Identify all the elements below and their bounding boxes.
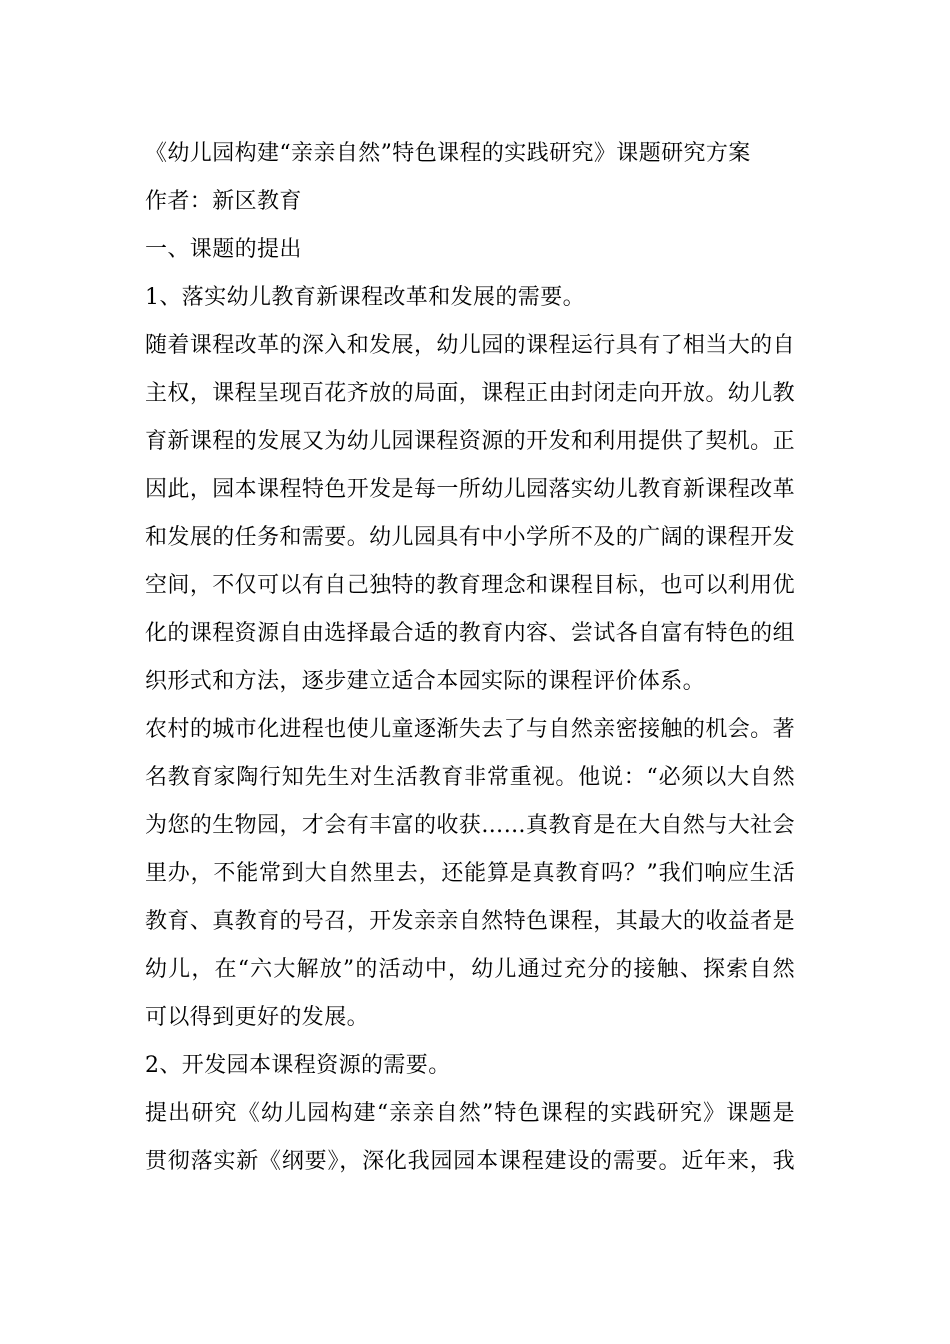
document-title: 《幼儿园构建“亲亲自然”特色课程的实践研究》课题研究方案 [145, 141, 751, 166]
paragraph-line: 织形式和方法，逐步建立适合本园实际的课程评价体系。 [145, 669, 706, 694]
document-body [145, 130, 795, 1186]
paragraph-line: 贯彻落实新《纲要》，深化我园园本课程建设的需要。近年来，我 [145, 1149, 795, 1174]
paragraph-line: 名教育家陶行知先生对生活教育非常重视。他说：“必须以大自然 [145, 765, 795, 790]
subsection-heading: 1、落实幼儿教育新课程改革和发展的需要。 [145, 285, 585, 310]
paragraph-line: 育新课程的发展又为幼儿园课程资源的开发和利用提供了契机。正 [145, 429, 795, 454]
paragraph [145, 1090, 795, 1186]
paragraph-line: 里办，不能常到大自然里去，还能算是真教育吗？”我们响应生活 [145, 861, 795, 886]
paragraph-line: 和发展的任务和需要。幼儿园具有中小学所不及的广阔的课程开发 [145, 525, 795, 550]
paragraph-line: 农村的城市化进程也使儿童逐渐失去了与自然亲密接触的机会。著 [145, 717, 795, 742]
paragraph-line: 提出研究《幼儿园构建“亲亲自然”特色课程的实践研究》课题是 [145, 1101, 795, 1126]
paragraph-line: 因此，园本课程特色开发是每一所幼儿园落实幼儿教育新课程改革 [145, 477, 795, 502]
paragraph [145, 322, 795, 706]
paragraph-line: 主权，课程呈现百花齐放的局面，课程正由封闭走向开放。幼儿教 [145, 381, 795, 406]
paragraph-line: 可以得到更好的发展。 [145, 1005, 370, 1030]
paragraph-line: 为您的生物园，才会有丰富的收获……真教育是在大自然与大社会 [145, 813, 795, 838]
paragraph-line: 随着课程改革的深入和发展，幼儿园的课程运行具有了相当大的自 [145, 333, 795, 358]
subsection-heading: 2、开发园本课程资源的需要。 [145, 1053, 451, 1078]
paragraph-line: 幼儿，在“六大解放”的活动中，幼儿通过充分的接触、探索自然 [145, 957, 795, 982]
paragraph-line: 化的课程资源自由选择最合适的教育内容、尝试各自富有特色的组 [145, 621, 795, 646]
document-author: 作者：新区教育 [145, 189, 302, 214]
paragraph-line: 空间，不仅可以有自己独特的教育理念和课程目标，也可以利用优 [145, 573, 795, 598]
paragraph [145, 706, 795, 1042]
section-heading: 一、课题的提出 [145, 237, 302, 262]
paragraph-line: 教育、真教育的号召，开发亲亲自然特色课程，其最大的收益者是 [145, 909, 795, 934]
